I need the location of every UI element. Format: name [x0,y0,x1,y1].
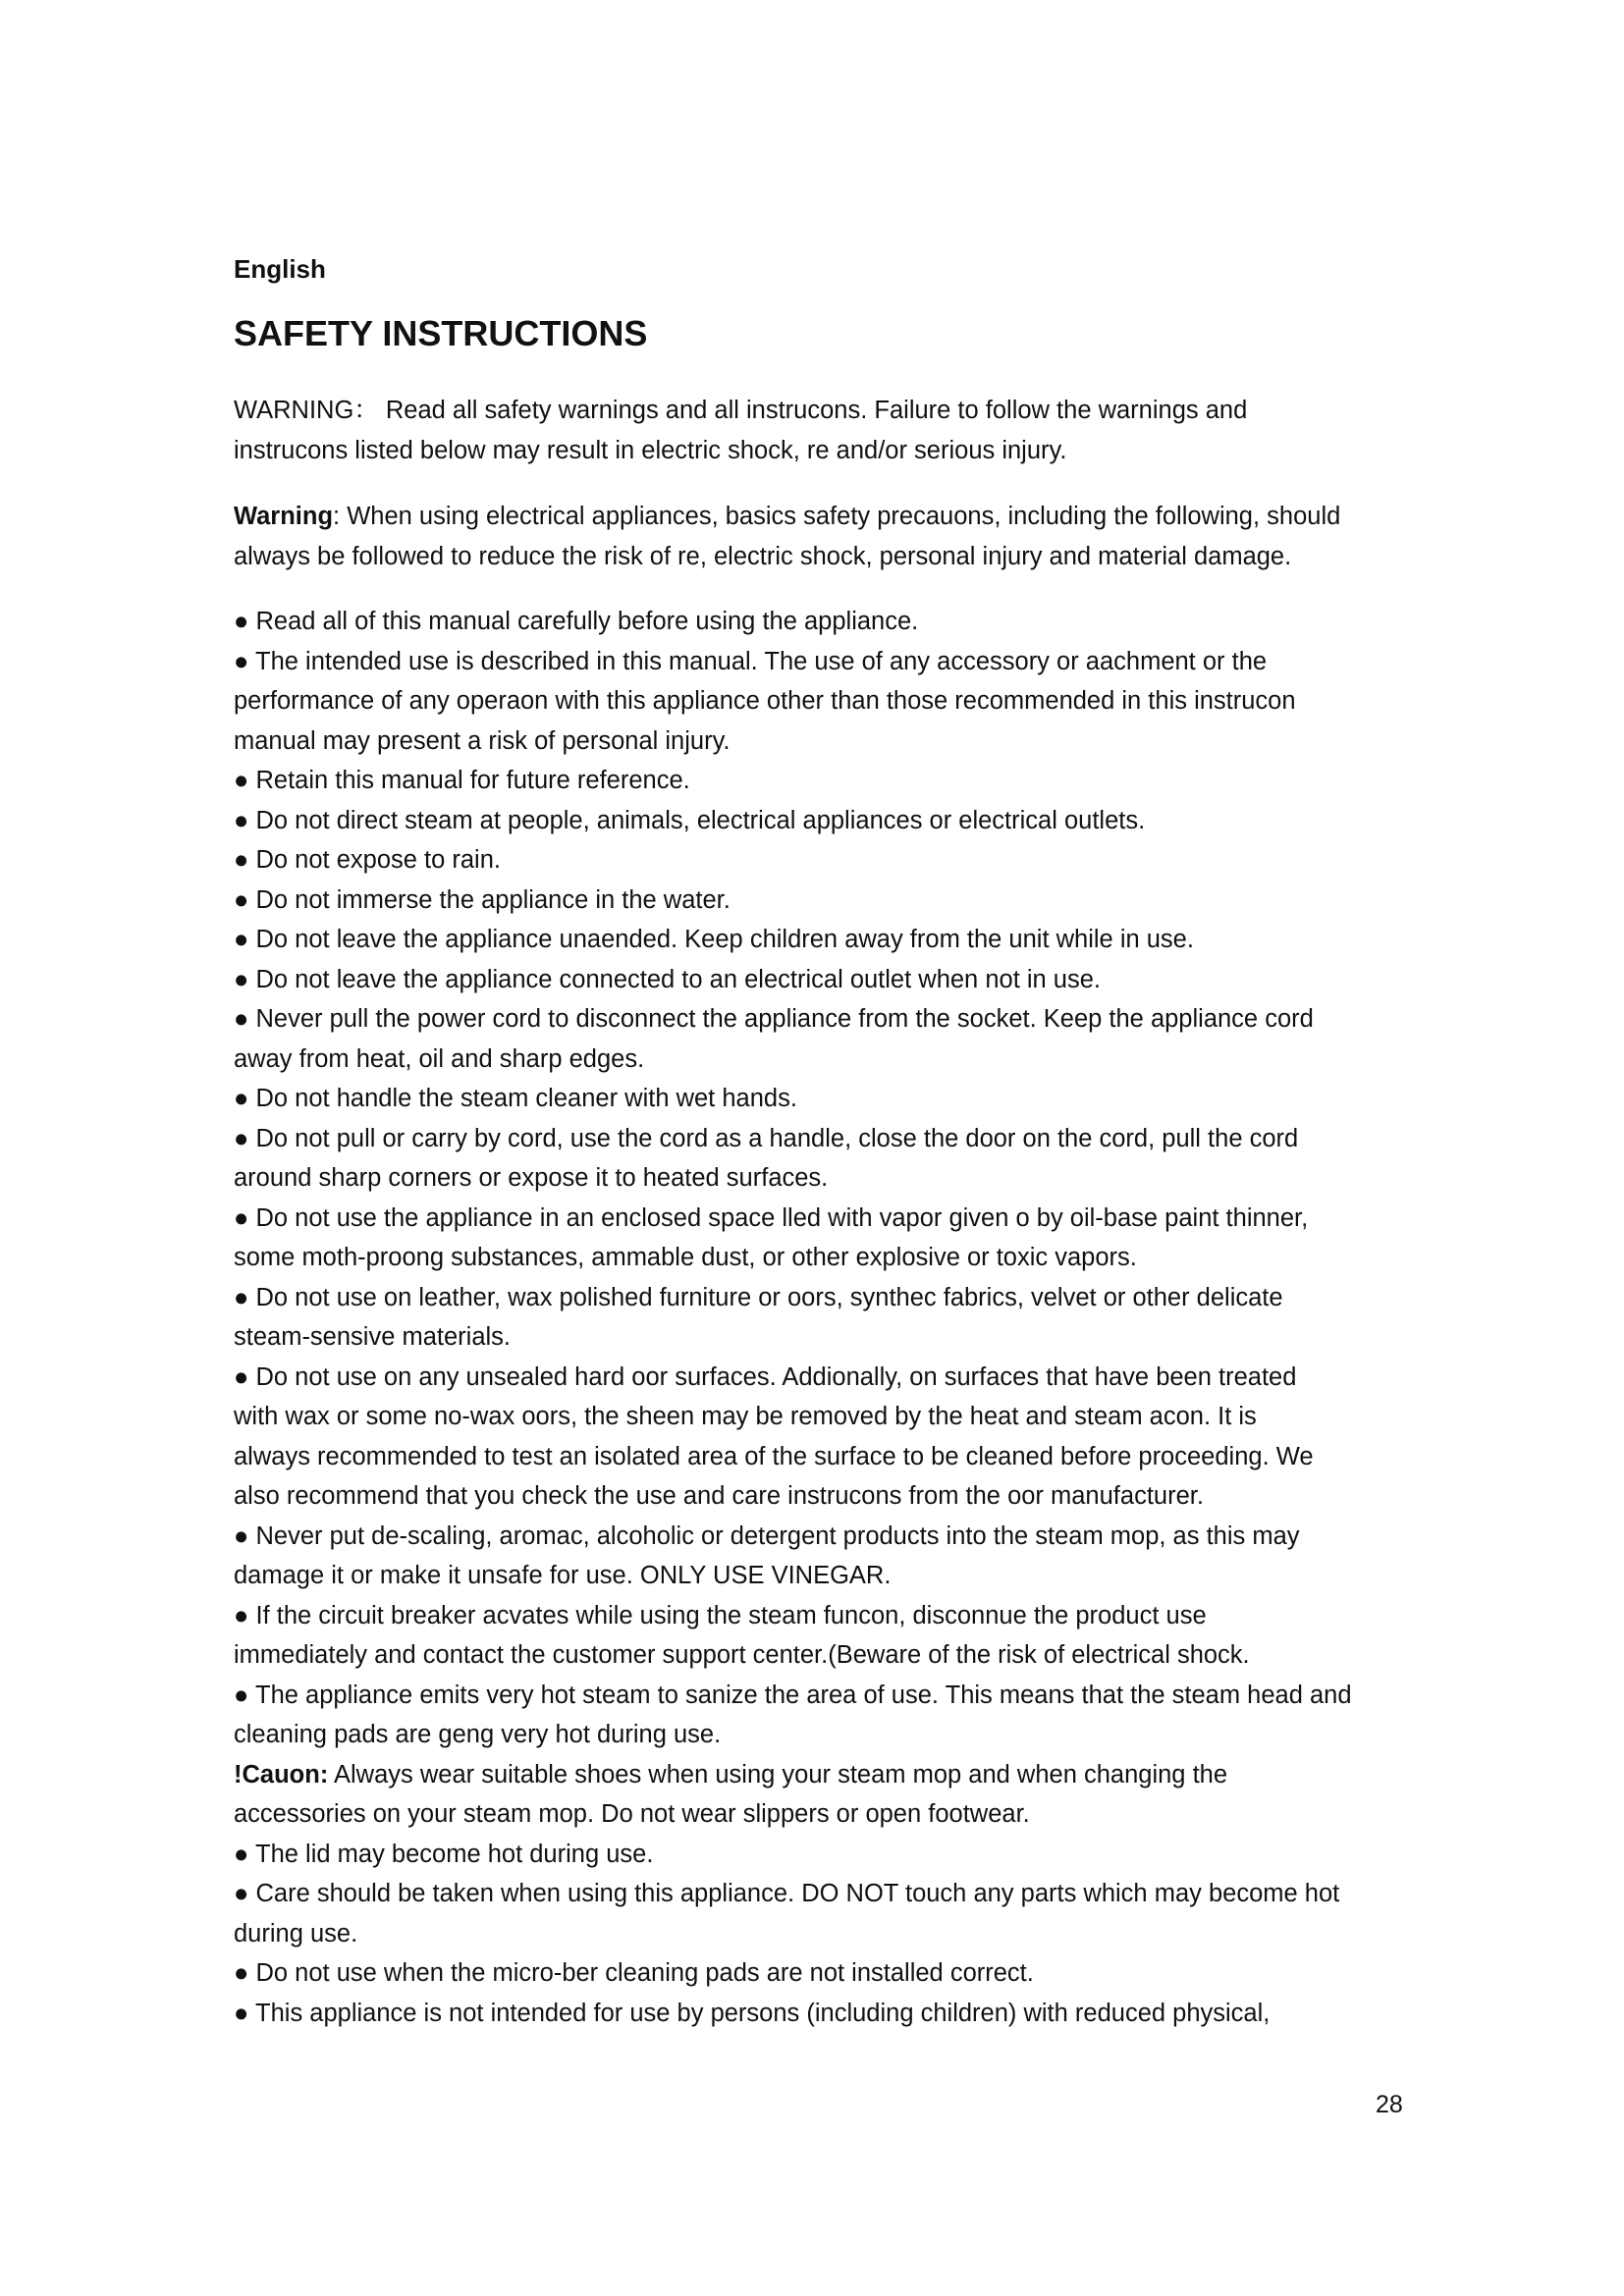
list-item [234,1835,1402,1875]
list-item-text: some moth-proong substances, ammable dust, or other explosive or toxic vapors. [234,1244,1137,1271]
caution-label: !Cauon: [234,1760,329,1789]
warning-line: WARNING： Read all safety warnings and all instrucons. Failure to follow the warnings and [234,397,1248,424]
list-item-text: Do not immerse the appliance in the water. [255,885,731,914]
list-item [234,840,1402,881]
page-title: SAFETY INSTRUCTIONS [234,313,648,353]
list-item-text: Never put de-scaling, aromac, alcoholic or detergent products into the steam mop, as this may [255,1522,1300,1550]
list-item-text: cleaning pads are geng very hot during use. [234,1721,722,1748]
list-item-text: manual may present a risk of personal injury. [234,726,731,755]
list-item-text: Do not pull or carry by cord, use the cord as a handle, close the door on the cord, pull the cord [255,1124,1299,1152]
caution-note [234,1755,1402,1835]
list-item-text: The lid may become hot during use. [255,1840,654,1868]
list-item-text: steam-sensive materials. [234,1323,512,1351]
list-item-text: Do not use on any unsealed hard oor surfaces. Addionally, on surfaces that have been treated [255,1362,1297,1391]
bullet-icon: ● [234,1522,249,1550]
list-item [234,1874,1402,1953]
page-number: 28 [1376,2091,1403,2118]
bullet-icon: ● [234,1601,249,1629]
warning-paragraph [234,391,1402,470]
list-item-text: Do not leave the appliance unaended. Keep children away from the unit while in use. [255,926,1194,953]
caution-text: accessories on your steam mop. Do not wear slippers or open footwear. [234,1800,1030,1828]
list-item [234,960,1402,1000]
list-item-text: Do not use the appliance in an enclosed space lled with vapor given o by oil-base paint thinner, [255,1203,1309,1232]
warning-text: always be followed to reduce the risk of re, electric shock, personal injury and material damage. [234,542,1292,570]
list-item-text: The intended use is described in this manual. The use of any accessory or aachment or the [255,647,1268,675]
bullet-icon: ● [234,885,249,914]
list-item-text: during use. [234,1919,358,1948]
caution-text: Always wear suitable shoes when using your steam mop and when changing the [328,1760,1228,1789]
bullet-icon: ● [234,1681,249,1709]
list-item [234,1994,1402,2034]
list-item-text: Do not leave the appliance connected to an electrical outlet when not in use. [255,965,1101,993]
bullet-icon: ● [234,608,249,635]
bullet-icon: ● [234,806,249,834]
bullet-icon: ● [234,1203,249,1232]
bullet-icon: ● [234,846,249,874]
bullet-icon: ● [234,1362,249,1391]
language-label: English [234,254,326,284]
list-item-text: Never pull the power cord to disconnect the appliance from the socket. Keep the appliance cord [255,1005,1314,1033]
list-item-text: Care should be taken when using this appliance. DO NOT touch any parts which may become hot [255,1880,1340,1907]
list-item-text: also recommend that you check the use and care instrucons from the oor manufacturer. [234,1482,1204,1510]
bullet-icon: ● [234,1124,249,1152]
bullet-icon: ● [234,1959,249,1987]
list-item-text: Retain this manual for future reference. [255,767,690,794]
list-item [234,920,1402,960]
bullet-icon: ● [234,965,249,993]
list-item-text: Do not handle the steam cleaner with wet hands. [255,1085,797,1112]
list-item [234,1596,1402,1676]
bullet-icon: ● [234,1840,249,1868]
list-item [234,1953,1402,1994]
bullet-icon: ● [234,926,249,953]
bullet-icon: ● [234,767,249,794]
bullet-icon: ● [234,1999,249,2027]
bullet-icon: ● [234,1085,249,1112]
list-item [234,1278,1402,1358]
bullet-icon: ● [234,1880,249,1907]
list-item [234,642,1402,762]
list-item [234,801,1402,841]
list-item-text: performance of any operaon with this appliance other than those recommended in this instrucon [234,687,1296,715]
list-item-text: damage it or make it unsafe for use. ONLY USE VINEGAR. [234,1562,892,1589]
list-item [234,1676,1402,1755]
safety-instructions-list [234,602,1402,2033]
list-item [234,761,1402,801]
list-item [234,1358,1402,1517]
list-item-text: Read all of this manual carefully before using the appliance. [255,608,919,635]
bullet-icon: ● [234,1005,249,1033]
list-item [234,602,1402,642]
list-item-text: with wax or some no-wax oors, the sheen may be removed by the heat and steam acon. It is [234,1403,1257,1430]
list-item-text: Do not expose to rain. [255,846,501,874]
list-item [234,1517,1402,1596]
list-item [234,881,1402,921]
list-item-text: Do not use on leather, wax polished furniture or oors, synthec fabrics, velvet or other delicate [255,1283,1283,1311]
list-item [234,999,1402,1079]
list-item [234,1199,1402,1278]
list-item-text: This appliance is not intended for use by persons (including children) with reduced physical, [255,1999,1271,2027]
list-item-text: Do not direct steam at people, animals, electrical appliances or electrical outlets. [255,806,1146,834]
list-item-text: away from heat, oil and sharp edges. [234,1044,645,1073]
warning-line: instrucons listed below may result in electric shock, re and/or serious injury. [234,436,1067,464]
list-item-text: Do not use when the micro-ber cleaning pads are not installed correct. [255,1959,1034,1987]
warning-text: : When using electrical appliances, basics safety precauons, including the following, should [333,503,1341,530]
bullet-icon: ● [234,1283,249,1311]
list-item-text: If the circuit breaker acvates while using the steam funcon, disconnue the product use [255,1601,1207,1629]
list-item-text: The appliance emits very hot steam to sanize the area of use. This means that the steam head and [255,1681,1352,1709]
warning-general-paragraph [234,497,1402,576]
list-item-text: around sharp corners or expose it to heated surfaces. [234,1164,829,1192]
list-item-text: always recommended to test an isolated area of the surface to be cleaned before proceeding. We [234,1442,1314,1470]
bullet-icon: ● [234,647,249,675]
list-item [234,1119,1402,1199]
list-item-text: immediately and contact the customer support center.(Beware of the risk of electrical shock. [234,1641,1250,1669]
list-item [234,1079,1402,1119]
warning-label: Warning [234,503,334,530]
